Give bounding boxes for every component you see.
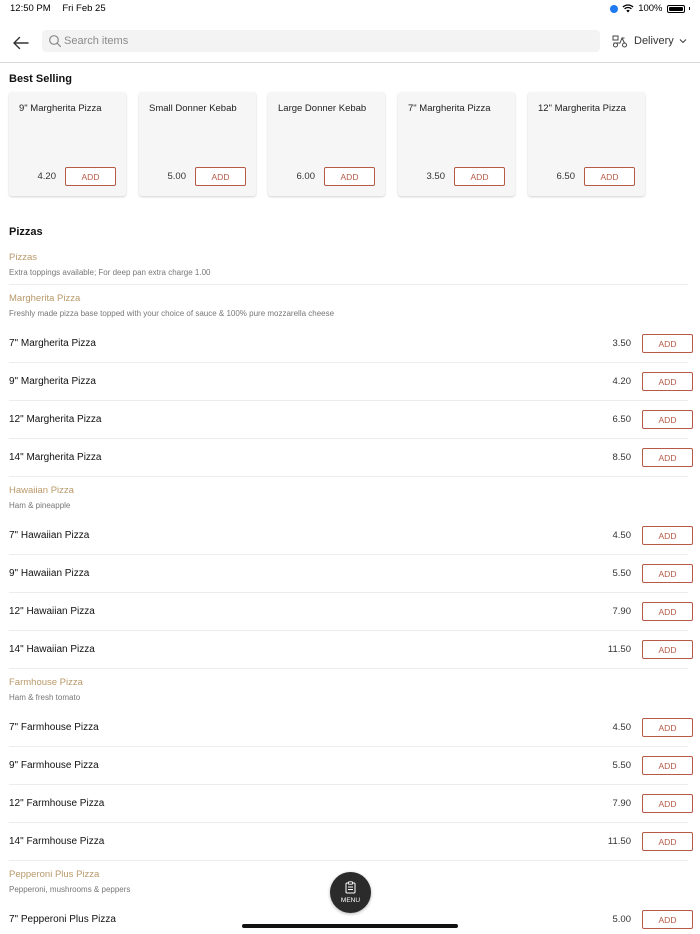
menu-item-row[interactable] [0, 593, 700, 631]
best-selling-price: 4.20 [37, 171, 56, 182]
add-button[interactable]: ADD [642, 564, 693, 583]
category-name: Farmhouse Pizza [9, 677, 83, 688]
item-price: 3.50 [612, 338, 631, 349]
item-name: 7" Margherita Pizza [9, 338, 96, 349]
menu-item-row[interactable] [0, 439, 700, 477]
best-selling-price: 6.00 [296, 171, 315, 182]
search-icon [48, 34, 62, 48]
item-price: 7.90 [612, 798, 631, 809]
item-price: 7.90 [612, 606, 631, 617]
status-time: 12:50 PM [10, 3, 51, 14]
menu-item-row[interactable] [0, 785, 700, 823]
best-selling-card[interactable] [398, 92, 515, 196]
menu-item-row[interactable] [0, 325, 700, 363]
search-input[interactable] [64, 32, 584, 50]
best-selling-card[interactable] [139, 92, 256, 196]
menu-item-row[interactable] [0, 401, 700, 439]
battery-icon [667, 5, 685, 13]
search-bar[interactable] [42, 30, 600, 52]
add-button[interactable]: ADD [642, 794, 693, 813]
category-description: Pepperoni, mushrooms & peppers [9, 885, 131, 894]
add-button[interactable]: ADD [642, 334, 693, 353]
item-name: 12" Hawaiian Pizza [9, 606, 95, 617]
item-name: 12" Margherita Pizza [9, 414, 102, 425]
item-price: 5.00 [612, 914, 631, 925]
best-selling-carousel [9, 92, 699, 198]
item-price: 4.20 [612, 376, 631, 387]
header-divider [0, 62, 700, 63]
item-name: 7" Hawaiian Pizza [9, 530, 90, 541]
best-selling-name: Large Donner Kebab [278, 103, 367, 114]
menu-item-row[interactable] [0, 631, 700, 669]
best-selling-name: 9" Margherita Pizza [19, 103, 102, 114]
category-header [9, 252, 688, 277]
best-selling-title: Best Selling [9, 73, 72, 85]
item-name: 9" Margherita Pizza [9, 376, 96, 387]
best-selling-name: 12" Margherita Pizza [538, 103, 626, 114]
best-selling-price: 5.00 [167, 171, 186, 182]
item-name: 7" Pepperoni Plus Pizza [9, 914, 116, 925]
menu-item-row[interactable] [0, 747, 700, 785]
item-price: 6.50 [612, 414, 631, 425]
category-description: Freshly made pizza base topped with your choice of sauce & 100% pure mozzarella cheese [9, 309, 335, 318]
category-header [9, 677, 688, 702]
item-price: 4.50 [612, 530, 631, 541]
chevron-down-icon [679, 38, 687, 44]
delivery-label: Delivery [634, 35, 674, 47]
add-button[interactable]: ADD [642, 410, 693, 429]
best-selling-card[interactable] [268, 92, 385, 196]
category-description: Ham & pineapple [9, 501, 71, 510]
item-name: 12" Farmhouse Pizza [9, 798, 105, 809]
best-selling-price: 3.50 [426, 171, 445, 182]
status-date: Fri Feb 25 [62, 3, 106, 14]
category-name: Hawaiian Pizza [9, 485, 74, 496]
menu-item-row[interactable] [0, 363, 700, 401]
item-price: 11.50 [607, 644, 631, 655]
section-title: Pizzas [9, 226, 43, 238]
add-button[interactable]: ADD [642, 640, 693, 659]
best-selling-name: Small Donner Kebab [149, 103, 237, 114]
category-name: Margherita Pizza [9, 293, 81, 304]
item-name: 14" Hawaiian Pizza [9, 644, 95, 655]
back-arrow-icon[interactable] [10, 32, 32, 54]
item-name: 14" Margherita Pizza [9, 452, 102, 463]
menu-item-row[interactable] [0, 517, 700, 555]
category-description: Extra toppings available; For deep pan extra charge 1.00 [9, 268, 211, 277]
item-price: 8.50 [612, 452, 631, 463]
home-indicator [242, 924, 458, 928]
add-button[interactable]: ADD [642, 832, 693, 851]
category-description: Ham & fresh tomato [9, 693, 81, 702]
divider [9, 668, 688, 669]
add-button[interactable]: ADD [65, 167, 116, 186]
divider [9, 476, 688, 477]
add-button[interactable]: ADD [324, 167, 375, 186]
category-header [9, 293, 688, 318]
add-button[interactable]: ADD [642, 602, 693, 621]
item-name: 9" Farmhouse Pizza [9, 760, 99, 771]
menu-item-row[interactable] [0, 823, 700, 861]
menu-label: MENU [340, 897, 361, 904]
add-button[interactable]: ADD [642, 718, 693, 737]
item-name: 14" Farmhouse Pizza [9, 836, 105, 847]
item-price: 5.50 [612, 568, 631, 579]
add-button[interactable]: ADD [454, 167, 505, 186]
location-icon [610, 5, 618, 13]
header [0, 28, 700, 62]
status-bar [0, 0, 700, 18]
best-selling-card[interactable] [9, 92, 126, 196]
item-price: 5.50 [612, 760, 631, 771]
battery-percent: 100% [638, 3, 663, 14]
add-button[interactable]: ADD [195, 167, 246, 186]
delivery-selector[interactable] [612, 30, 692, 52]
wifi-icon [622, 4, 634, 13]
add-button[interactable]: ADD [642, 372, 693, 391]
best-selling-name: 7" Margherita Pizza [408, 103, 491, 114]
add-button[interactable]: ADD [642, 910, 693, 929]
category-header [9, 485, 688, 510]
add-button[interactable]: ADD [642, 526, 693, 545]
clipboard-icon [345, 881, 356, 894]
item-price: 11.50 [607, 836, 631, 847]
item-price: 4.50 [612, 722, 631, 733]
divider [9, 284, 688, 285]
add-button[interactable]: ADD [642, 448, 693, 467]
best-selling-price: 6.50 [556, 171, 575, 182]
category-name: Pizzas [9, 252, 37, 263]
scooter-icon [612, 34, 628, 48]
add-button[interactable]: ADD [584, 167, 635, 186]
item-name: 9" Hawaiian Pizza [9, 568, 90, 579]
menu-item-row[interactable] [0, 555, 700, 593]
menu-item-row[interactable] [0, 709, 700, 747]
menu-button[interactable] [330, 872, 371, 913]
divider [9, 860, 688, 861]
item-name: 7" Farmhouse Pizza [9, 722, 99, 733]
category-name: Pepperoni Plus Pizza [9, 869, 100, 880]
best-selling-card[interactable] [528, 92, 645, 196]
add-button[interactable]: ADD [642, 756, 693, 775]
